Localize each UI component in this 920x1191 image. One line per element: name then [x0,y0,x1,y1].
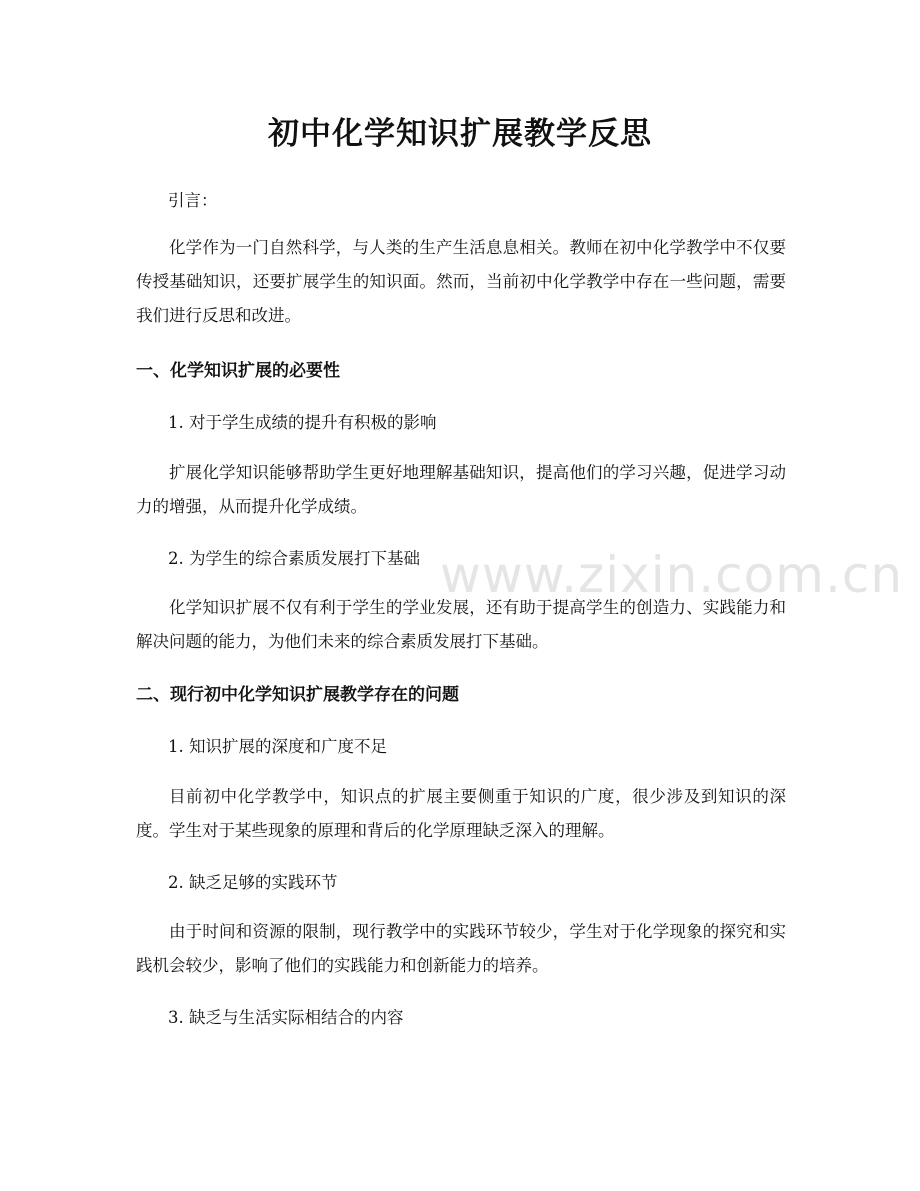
watermark-text: www.zixin.com.cn [440,546,904,604]
intro-paragraph: 化学作为一门自然科学，与人类的生产生活息息相关。教师在初中化学教学中不仅要传授基础知识，还要扩展学生的知识面。然而，当前初中化学教学中存在一些问题，需要我们进行反思和改进。 [136,238,786,325]
section2-item3-title: 3. 缺乏与生活实际相结合的内容 [168,1008,404,1027]
section2-item2-text: 由于时间和资源的限制，现行教学中的实践环节较少，学生对于化学现象的探究和实践机会较少，影响了他们的实践能力和创新能力的培养。 [136,922,786,975]
section1-item2-title: 2. 为学生的综合素质发展打下基础 [168,549,420,568]
section1-heading: 一、化学知识扩展的必要性 [136,361,340,381]
section1-item1-title: 1. 对于学生成绩的提升有积极的影响 [168,413,437,432]
section2-item1-text: 目前初中化学教学中，知识点的扩展主要侧重于知识的广度，很少涉及到知识的深度。学生对于某些现象的原理和背后的化学原理缺乏深入的理解。 [136,787,786,840]
section1-item1-text: 扩展化学知识能够帮助学生更好地理解基础知识，提高他们的学习兴趣，促进学习动力的增强，从而提升化学成绩。 [136,463,786,516]
intro-label: 引言： [168,191,218,210]
document-title: 初中化学知识扩展教学反思 [268,116,652,152]
section2-item1-title: 1. 知识扩展的深度和广度不足 [168,737,387,756]
section2-heading: 二、现行初中化学知识扩展教学存在的问题 [136,685,459,705]
section1-item2-text: 化学知识扩展不仅有利于学生的学业发展，还有助于提高学生的创造力、实践能力和解决问题的能力，为他们未来的综合素质发展打下基础。 [136,598,786,651]
section2-item2-title: 2. 缺乏足够的实践环节 [168,873,338,892]
